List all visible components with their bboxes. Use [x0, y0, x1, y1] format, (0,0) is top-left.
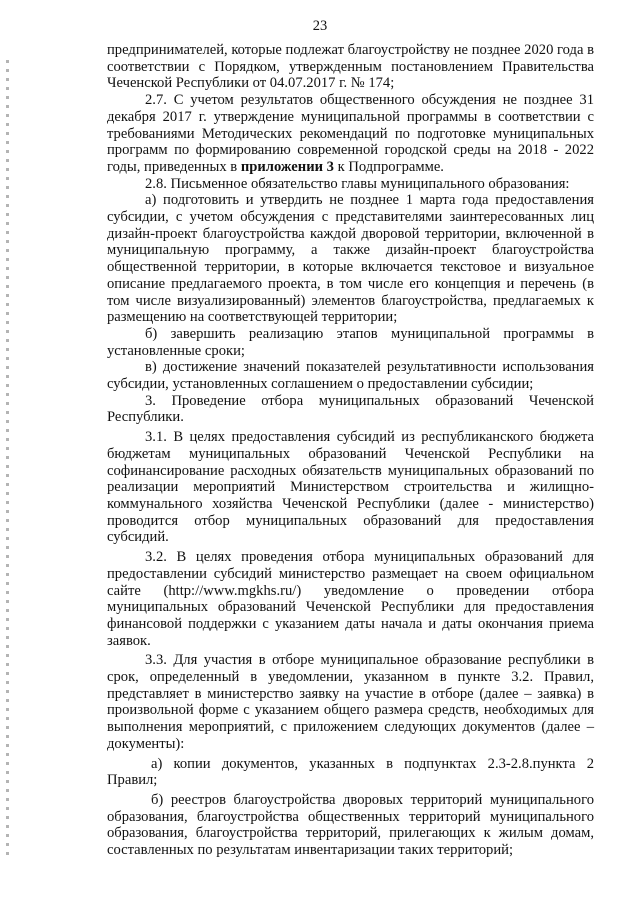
- paragraph-2-7-bold-ref: приложении 3: [240, 158, 334, 175]
- paragraph-2-7-tail: к Подпрограмме.: [333, 158, 444, 175]
- paragraph-2-8-c: в) достижение значений показателей результативности использования субсидии, установленных соглашением о предоставлении субсидии;: [107, 359, 594, 393]
- page-number: 23: [312, 18, 328, 34]
- binding-edge-marks: [6, 60, 9, 860]
- paragraph-2-8-b: б) завершить реализацию этапов муниципальной программы в установленные сроки;: [107, 325, 594, 359]
- paragraph-3-2: 3.2. В целях проведения отбора муниципальных образований для предоставлении субсидий министерство размещает на своем официальном сайте (http://www.mgkhs.ru/) уведомление о проведении отбора муниципальных образований Чеченской Республики для предоставления финансовой поддержки с указанием даты начала и даты окончания приема заявок.: [107, 549, 594, 649]
- paragraph-2-7: [107, 92, 594, 176]
- paragraph-3-3-b: б) реестров благоустройства дворовых территорий муниципального образования, благоустройства общественных территорий муниципального образования, благоустройства территорий, прилегающих к жилым домам, составленных по результатам инвентаризации таких территорий;: [107, 791, 594, 859]
- paragraph-2-7-text: 2.7. С учетом результатов общественного обсуждения не позднее 31 декабря 2017 г. утверждение муниципальной программы в соответствии с требованиями Методических рекомендаций по подготовке муниципальных программ по формированию современной городской среды на 2018 - 2022 годы, приведенных в: [107, 92, 594, 175]
- paragraph-2-8-a: а) подготовить и утвердить не позднее 1 марта года предоставления субсидии, с учетом обсуждения с представителями заинтересованных лиц дизайн-проект благоустройства каждой дворовой территории, включенной в муниципальную программу, а также дизайн-проект благоустройства общественной территории, в которые включается текстовое и визуальное описание предлагаемого проекта, в том числе его концепция и перечень (в том числе визуализированный) элементов благоустройства, предлагаемых к размещению на соответствующей территории;: [107, 192, 594, 326]
- paragraph-2-8: 2.8. Письменное обязательство главы муниципального образования:: [145, 175, 570, 192]
- paragraph-3-3-a: а) копии документов, указанных в подпунктах 2.3-2.8.пункта 2 Правил;: [107, 755, 594, 789]
- paragraph-continuation: предпринимателей, которые подлежат благоустройству не позднее 2020 года в соответствии с Порядком, утвержденным постановлением Правительства Чеченской Республики от 04.07.2017 г. № 174;: [107, 42, 594, 92]
- paragraph-3-1: 3.1. В целях предоставления субсидий из республиканского бюджета бюджетам муниципальных образований Чеченской Республики на софинансирование расходных обязательств муниципальных образований по реализации мероприятий Министерством строительства и жилищно-коммунального хозяйства Чеченской Республики (далее - министерство) проводится отбор муниципальных образований для предоставления субсидий.: [107, 429, 594, 546]
- paragraph-3-3: 3.3. Для участия в отборе муниципальное образование республики в срок, определенный в уведомлении, указанном в пункте 3.2. Правил, представляет в министерство заявку на участие в отборе (далее – заявка) в произвольной форме с указанием общего размера средств, необходимых для выполнения мероприятий, с приложением следующих документов (далее – документы):: [107, 652, 594, 752]
- document-body: [107, 42, 594, 859]
- paragraph-3: 3. Проведение отбора муниципальных образований Чеченской Республики.: [107, 392, 594, 426]
